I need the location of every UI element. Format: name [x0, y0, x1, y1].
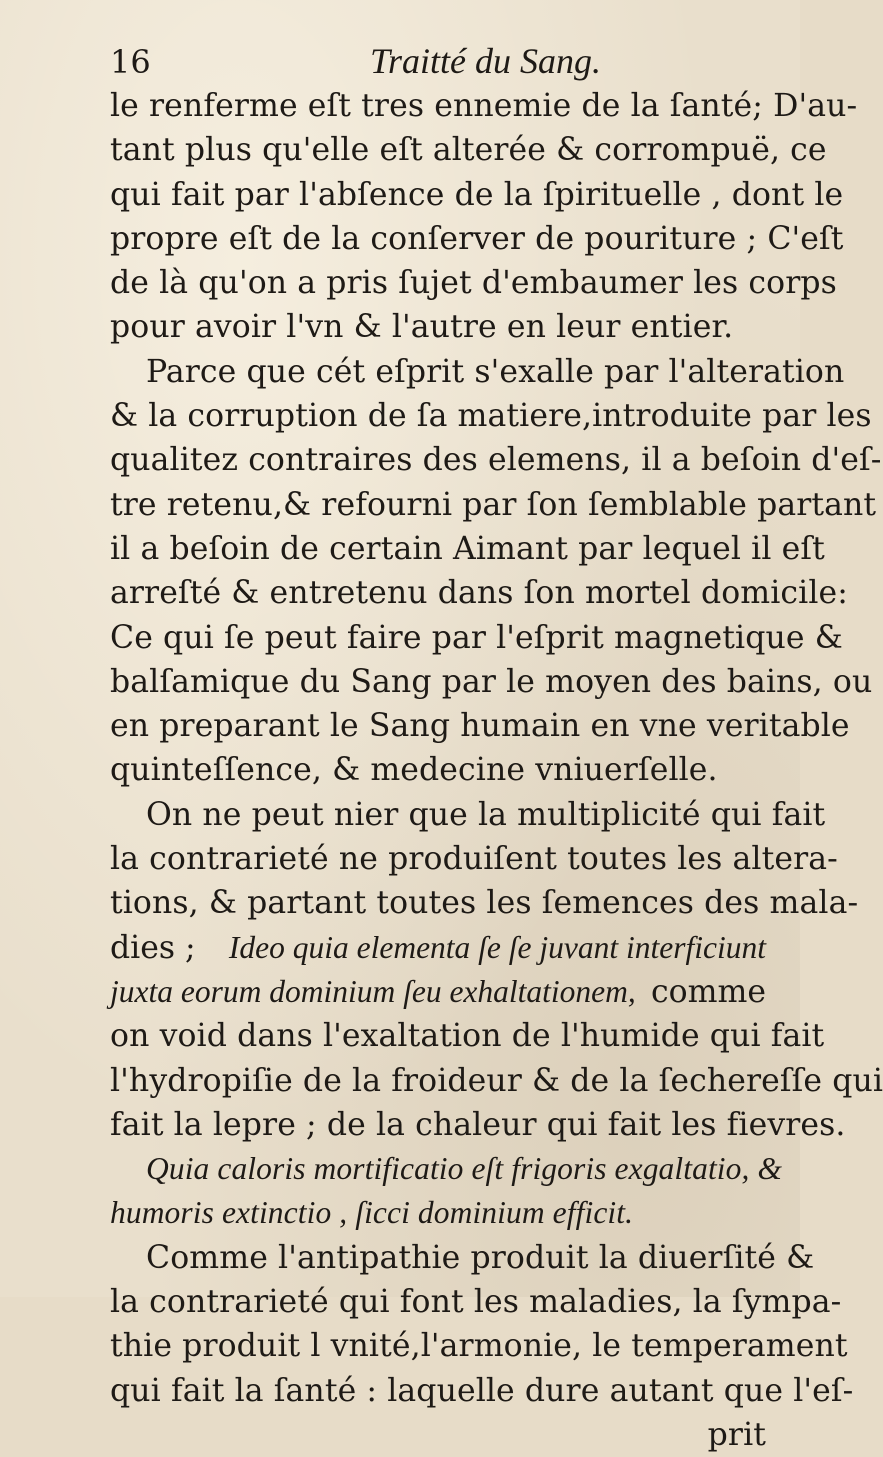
text-line: de là qu'on a pris ſujet d'embaumer les corps	[110, 265, 837, 302]
text-line: quinteſſence, & medecine vniuerſelle.	[110, 752, 718, 789]
text-line: Ce qui ſe peut faire par l'eſprit magnetique &	[110, 619, 843, 656]
text-line: fait la lepre ; de la chaleur qui fait les fievres.	[110, 1106, 846, 1143]
text-line: tions, & partant toutes les ſemences des mala-	[110, 885, 859, 922]
latin-quote-line: humoris extinctio , ſicci dominium efficit.	[110, 1195, 634, 1231]
text-line: la contrarieté ne produiſent toutes les altera-	[110, 841, 838, 878]
roman-text: comme	[651, 973, 766, 1010]
paragraph-start: Comme l'antipathie produit la diuerſité &	[146, 1239, 815, 1276]
latin-quote-line: Quia caloris mortificatio eſt frigoris exgaltatio, &	[146, 1151, 783, 1187]
text-line: le renferme eſt tres ennemie de la ſanté; D'au-	[110, 88, 858, 124]
text-line: qui fait la ſanté : laquelle dure autant que l'eſ-	[110, 1372, 854, 1409]
text-line: arreſté & entretenu dans ſon mortel domicile:	[110, 575, 848, 612]
text-line: balſamique du Sang par le moyen des bains, ou	[110, 663, 873, 700]
body-text	[110, 84, 883, 1457]
latin-italic-text: Ideo quia elementa ſe ſe juvant interficiunt	[228, 929, 766, 965]
text-line: tre retenu,& refourni par ſon ſemblable partant	[110, 486, 877, 523]
text-line: l'hydropiſie de la froideur & de la ſechereſſe qui	[110, 1062, 883, 1099]
text-line: pour avoir l'vn & l'autre en leur entier.	[110, 309, 734, 346]
text-line: il a beſoin de certain Aimant par lequel il eſt	[110, 530, 825, 567]
paragraph-start: On ne peut nier que la multiplicité qui fait	[146, 796, 826, 833]
page-number: 16	[110, 43, 151, 81]
text-line: tant plus qu'elle eſt alterée & corrompuë, ce	[110, 132, 827, 169]
running-title: Traitté du Sang.	[370, 41, 602, 81]
paragraph-start: Parce que cét eſprit s'exalle par l'alteration	[146, 353, 845, 390]
roman-text: dies ;	[110, 929, 196, 966]
latin-italic-text: juxta eorum dominium ſeu exhaltationem,	[110, 973, 636, 1009]
catchword: prit	[707, 1416, 766, 1453]
mixed-line	[110, 926, 766, 970]
text-line: thie produit l vnité,l'armonie, le temperament	[110, 1328, 848, 1365]
text-line: on void dans l'exaltation de l'humide qui fait	[110, 1018, 825, 1055]
text-line: & la corruption de ſa matiere,introduite par les	[110, 398, 872, 435]
page-header	[110, 40, 766, 84]
text-line: qualitez contraires des elemens, il a beſoin d'eſ-	[110, 442, 882, 479]
text-line: la contrarieté qui font les maladies, la ſympa-	[110, 1284, 842, 1321]
text-line: propre eſt de la conſerver de pouriture ; C'eſt	[110, 220, 844, 257]
text-line: qui fait par l'abſence de la ſpirituelle , dont le	[110, 176, 844, 213]
text-line: en preparant le Sang humain en vne veritable	[110, 708, 850, 745]
mixed-line	[110, 970, 766, 1014]
